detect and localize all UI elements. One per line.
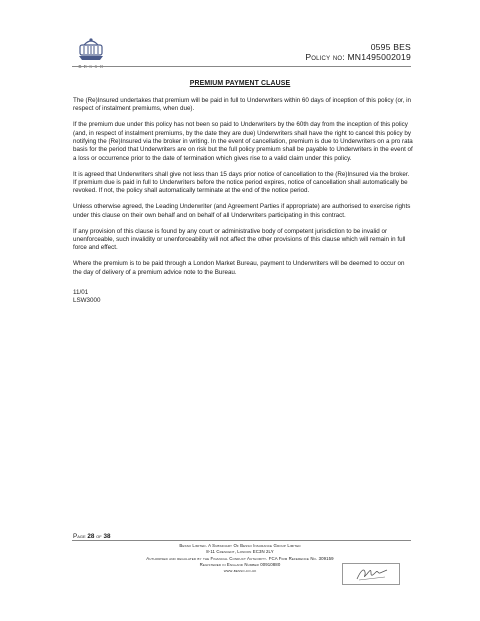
page-number: Page 28 of 38 [73, 532, 111, 540]
clause-codes [73, 289, 413, 306]
company-footer [0, 543, 480, 574]
policy-number: MN1495002019 [347, 51, 411, 62]
policy-number-line [305, 53, 411, 63]
besso-logo [72, 36, 110, 69]
footer-line: Besso Limited. A Subsidiary Of Besso Insurance Group Limited [179, 543, 301, 548]
logo-wordmark: BESSO [78, 64, 106, 69]
footer-line: Registered in England Number 00910880 [199, 561, 281, 567]
header-divider [72, 66, 411, 67]
signature-icon [343, 564, 399, 584]
clause-date-code: 11/01 [73, 289, 89, 297]
reference-code: 0595 BES [370, 42, 411, 52]
policy-reference [305, 43, 411, 62]
signature-box [342, 563, 400, 585]
clause-paragraph: If the premium due under this policy has not been so paid to Underwriters by the 60th day from the inception of this policy (and, in respect of instalment premiums, by the date they are due) Underwriters shall have the right to cancel this policy by notifying the (Re)Insured via the broker in writing. In the event of cancellation, premium is due to Underwriters on a pro rata basis for the period that Underwriters are on risk but the full policy premium shall be payable to Underwriters in the event of a loss or occurrence prior to the date of termination which gives rise to a valid claim under this policy. [73, 121, 413, 162]
footer-line: Authorised and regulated by the Financial Conduct Authority. FCA Firm Reference No. 309159 [146, 555, 334, 561]
besso-crest-icon [76, 36, 106, 62]
clause-paragraph: Unless otherwise agreed, the Leading Underwriter (and Agreement Parties if appropriate) are authorised to exercise rights under this clause on their own behalf and on behalf of all Underwriters participating in this contract. [73, 203, 411, 219]
page-total: 38 [103, 532, 111, 540]
footer-line: 8-11 Crescent, London EC3N 2LY [206, 549, 274, 555]
clause-paragraph: Where the premium is to be paid through a London Market Bureau, payment to Underwriters will be deemed to occur on the day of delivery of a premium advice note to the Bureau. [73, 260, 405, 276]
page-current: 28 [87, 532, 95, 540]
policy-label: Policy no: [305, 51, 345, 62]
clause-form-code: LSW3000 [73, 297, 101, 305]
clause-paragraph: The (Re)Insured undertakes that premium will be paid in full to Underwriters within 60 days of inception of this policy (or, in respect of instalment premiums, when due). [73, 97, 412, 113]
footer-line: www.besso.co.uk [223, 568, 257, 574]
clause-body [73, 97, 413, 306]
footer-divider [72, 540, 411, 541]
clause-paragraph: If any provision of this clause is found by any court or administrative body of competent jurisdiction to be invalid or unenforceable, such invalidity or unenforceability will not affect the other provisions of this clause which will remain in full force and effect. [73, 227, 406, 252]
clause-title: PREMIUM PAYMENT CLAUSE [189, 80, 291, 87]
clause-paragraph: It is agreed that Underwriters shall give not less than 15 days prior notice of cancellation to the (Re)Insured via the broker. If premium due is paid in full to Underwriters before the notice period expires, notice of cancellation shall automatically be revoked. If not, the policy shall automatically terminate at the end of the notice period. [73, 170, 410, 195]
